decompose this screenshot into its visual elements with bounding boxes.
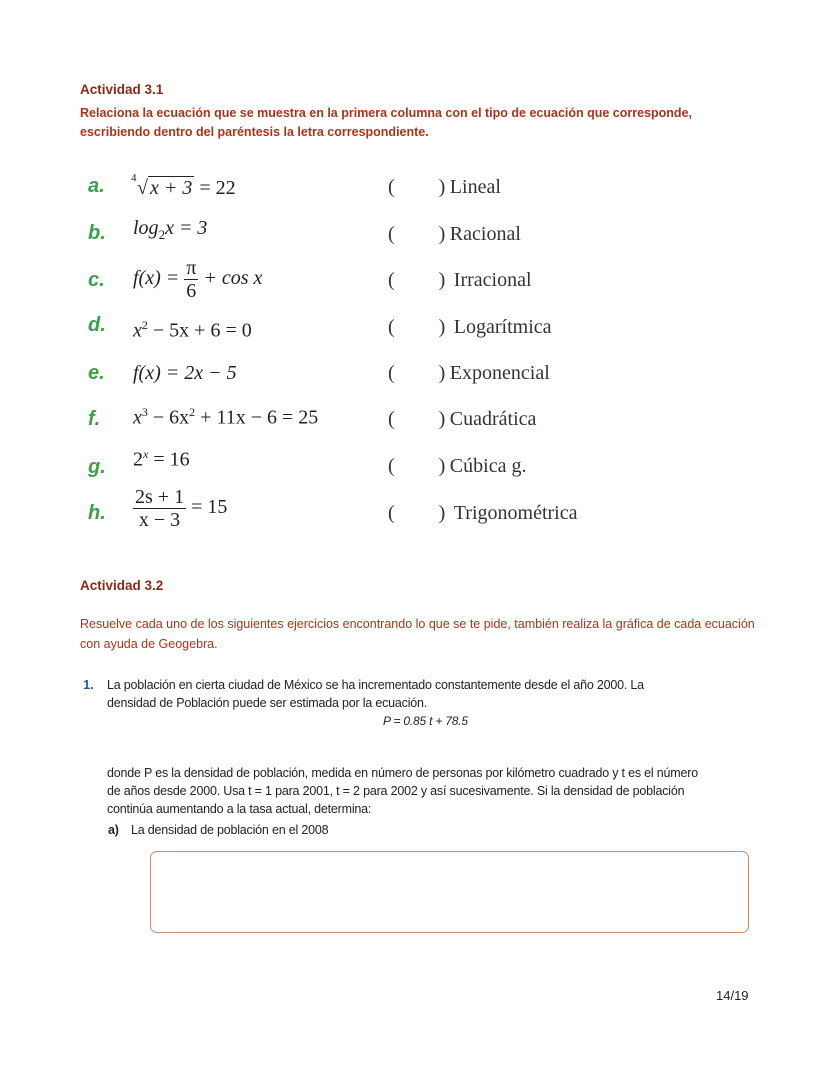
equation-f: $x^3 - 6x^2 + 11x - 6 = 25$ — [133, 405, 319, 429]
activity-3-1-instruction: Relaciona la ecuación que se muestra en la primera columna con el tipo de ecuación que corresponde, escribiendo dentro del paréntesis la letra correspondiente. — [80, 106, 692, 139]
item-letter-b: b. — [88, 222, 106, 244]
item-letter-d: d. — [88, 314, 106, 336]
equation-b: $\log_2x = 3$ — [133, 217, 208, 242]
answer-row-2[interactable]: ( ) Racional — [388, 223, 521, 245]
sub-question-label: a) — [108, 823, 119, 837]
type-label: Logarítmica — [453, 316, 552, 338]
type-label: Racional — [449, 223, 521, 245]
answer-row-3[interactable]: ( ) Irracional — [388, 269, 532, 291]
problem-text-line2: densidad de Población puede ser estimada por la ecuación. — [107, 696, 428, 710]
item-letter-a: a. — [88, 175, 105, 197]
sub-question-text: La densidad de población en el 2008 — [131, 823, 329, 837]
type-label: Cuadrática — [449, 408, 537, 430]
answer-row-8[interactable]: ( ) Trigonométrica — [388, 502, 578, 524]
activity-3-1-title: Actividad 3.1 — [80, 82, 164, 97]
problem-paragraph-line2: de años desde 2000. Usa t = 1 para 2001, t = 2 para 2002 y así sucesivamente. Si la densidad de población — [107, 784, 685, 798]
equation-a: 4 √ x + 3 = 22 — [131, 172, 236, 199]
type-label: Trigonométrica — [453, 502, 578, 524]
type-label: Lineal — [449, 176, 501, 198]
fraction: $\frac{\pi}{6}$ — [186, 257, 197, 302]
problem-number: 1. — [83, 677, 94, 692]
answer-row-5[interactable]: ( ) Exponencial — [388, 362, 550, 384]
item-letter-e: e. — [88, 362, 105, 384]
equation-d: $x^2 - 5x + 6 = 0$ — [133, 318, 252, 342]
page-number: 14/19 — [716, 988, 749, 1003]
answer-row-7[interactable]: ( ) Cúbica g. — [388, 455, 527, 477]
fraction: $\frac{2s + 1}{x - 3}$ — [135, 486, 185, 531]
item-letter-h: h. — [88, 502, 106, 524]
answer-row-6[interactable]: ( ) Cuadrática — [388, 408, 537, 430]
item-letter-g: g. — [88, 456, 106, 478]
population-equation: P = 0.85 t + 78.5 — [383, 714, 468, 728]
activity-3-2-instruction: Resuelve cada uno de los siguientes ejercicios encontrando lo que se te pide, también realiza la gráfica de cada ecuación con ayuda de Geogebra. — [80, 617, 755, 651]
problem-paragraph-line1: donde P es la densidad de población, medida en número de personas por kilómetro cuadrado y t es el número — [107, 766, 698, 780]
type-label: Exponencial — [449, 362, 550, 384]
equation-h: $\frac{2s + 1}{x - 3}$ = 15 — [135, 486, 228, 531]
type-label: Cúbica g. — [449, 455, 527, 477]
answer-row-4[interactable]: ( ) Logarítmica — [388, 316, 552, 338]
answer-box[interactable] — [150, 851, 749, 933]
equation-g: $2^x = 16$ — [133, 447, 190, 471]
fourth-root: 4 √ x + 3 — [131, 172, 193, 199]
problem-paragraph-line3: continúa aumentando a la tasa actual, determina: — [107, 802, 372, 816]
item-letter-c: c. — [88, 269, 105, 291]
item-letter-f: f. — [88, 408, 101, 430]
answer-row-1[interactable]: ( ) Lineal — [388, 176, 501, 198]
activity-3-2-title: Actividad 3.2 — [80, 578, 164, 593]
problem-text-line1: La población en cierta ciudad de México se ha incrementado constantemente desde el año 2000. La — [107, 678, 644, 692]
equation-e: f(x) = 2x − 5 — [133, 362, 237, 384]
equation-c: f(x) = $\frac{\pi}{6}$ + cos x — [133, 257, 263, 302]
type-label: Irracional — [453, 269, 532, 291]
